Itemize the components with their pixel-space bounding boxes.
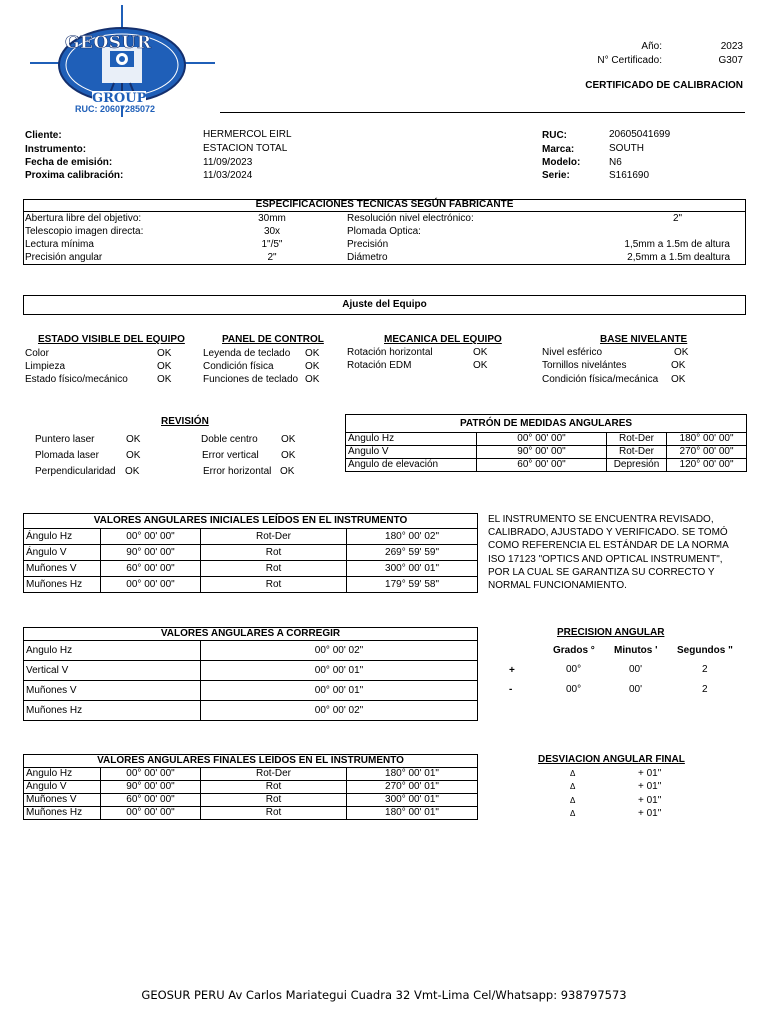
serie-value: S161690 — [609, 170, 650, 181]
marca-label: Marca: — [542, 144, 575, 155]
proxima-label: Proxima calibración: — [25, 170, 124, 181]
precision-header: Minutos ' — [614, 645, 658, 656]
spec-value: 1"/5" — [261, 239, 283, 250]
mecanica-status: OK — [473, 347, 488, 358]
table-cell: Rot — [201, 781, 347, 794]
table-cell: Depresión — [607, 459, 667, 472]
precision-title: PRECISION ANGULAR — [557, 627, 665, 638]
table-cell: Rot-Der — [607, 446, 667, 459]
cliente-label: Cliente: — [25, 130, 62, 141]
table-header-row — [24, 755, 478, 768]
table-row — [24, 529, 478, 545]
table-cell: Rot — [201, 545, 347, 561]
table-cell: Vertical V — [24, 661, 201, 681]
delta-icon: Δ — [570, 769, 576, 778]
table-cell: 00° 00' 00" — [101, 807, 201, 820]
table-cell: Rot — [201, 794, 347, 807]
spec-value: 30mm — [258, 213, 286, 224]
delta-icon: Δ — [570, 782, 576, 791]
proxima-value: 11/03/2024 — [203, 170, 253, 181]
table-cell: 90° 00' 00" — [101, 545, 201, 561]
estado-item: Color — [25, 348, 49, 359]
revision-item: Puntero laser — [35, 434, 95, 445]
table-cell: 270° 00' 01" — [347, 781, 478, 794]
ruc-label: RUC: — [542, 130, 567, 141]
spec-label: Precisión — [347, 239, 389, 250]
table-cell: 00° 00' 02" — [201, 641, 478, 661]
table-cell: 90° 00' 00" — [477, 446, 607, 459]
specs-title: ESPECIFICACIONES TECNICAS SEGÚN FABRICANTE — [255, 199, 514, 210]
revision-item: Error vertical — [202, 450, 259, 461]
table-cell: 00° 00' 01" — [201, 661, 478, 681]
table-cell: 180° 00' 02" — [347, 529, 478, 545]
panel-item: Leyenda de teclado — [203, 348, 291, 359]
revision-status: OK — [281, 434, 296, 445]
precision-cell: 00° — [566, 664, 582, 675]
modelo-label: Modelo: — [542, 157, 581, 168]
revision-item: Perpendicularidad — [35, 466, 116, 477]
revision-item: Plomada laser — [35, 450, 99, 461]
table-cell: Ángulo V — [24, 781, 101, 794]
precision-sign: - — [509, 684, 513, 695]
precision-cell: 00° — [566, 684, 582, 695]
revision-status: OK — [280, 466, 295, 477]
table-header-row — [24, 628, 478, 641]
finales-title: VALORES ANGULARES FINALES LEÍDOS EN EL INSTRUMENTO — [24, 755, 478, 768]
table-cell: Rot-Der — [201, 768, 347, 781]
cert-value: G307 — [718, 55, 743, 66]
precision-cell: 00' — [629, 664, 643, 675]
base-status: OK — [674, 347, 689, 358]
year-label: Año: — [641, 41, 662, 52]
precision-sign: + — [509, 665, 515, 676]
cert-label: N° Certificado: — [597, 55, 662, 66]
table-cell: Rot — [201, 577, 347, 593]
table-cell: Rot-Der — [607, 433, 667, 446]
table-header-row — [346, 415, 747, 433]
table-cell: Ángulo Hz — [24, 529, 101, 545]
table-row — [24, 681, 478, 701]
spec-label: Plomada Optica: — [347, 226, 421, 237]
table-cell: 180° 00' 01" — [347, 768, 478, 781]
panel-status: OK — [305, 361, 320, 372]
table-cell: 90° 00' 00" — [101, 781, 201, 794]
table-cell: 300° 00' 01" — [347, 561, 478, 577]
precision-cell: 00' — [629, 684, 643, 695]
desviacion-title: DESVIACION ANGULAR FINAL — [538, 754, 685, 765]
table-cell: 180° 00' 01" — [347, 807, 478, 820]
base-status: OK — [671, 360, 686, 371]
table-cell: Ángulo V — [346, 446, 477, 459]
table-row — [24, 577, 478, 593]
table-cell: Ángulo V — [24, 545, 101, 561]
table-cell: 269° 59' 59" — [347, 545, 478, 561]
modelo-value: N6 — [609, 157, 622, 168]
estado-status: OK — [157, 374, 172, 385]
table-cell: 300° 00' 01" — [347, 794, 478, 807]
mecanica-status: OK — [473, 360, 488, 371]
estado-status: OK — [157, 361, 172, 372]
revision-status: OK — [126, 434, 141, 445]
table-row — [346, 446, 747, 459]
year-value: 2023 — [720, 41, 743, 52]
ruc-value: 20605041699 — [609, 129, 671, 140]
spec-value: 2,5mm a 1.5m dealtura — [627, 252, 730, 263]
table-row — [24, 701, 478, 721]
table-header-row — [24, 514, 478, 529]
table-row — [24, 781, 478, 794]
table-cell: 00° 00' 00" — [101, 529, 201, 545]
document-title: CERTIFICADO DE CALIBRACION — [585, 80, 743, 91]
logo-group: GROUP — [92, 91, 147, 106]
table-row — [24, 794, 478, 807]
desviacion-value: + 01" — [638, 768, 662, 779]
estado-status: OK — [157, 348, 172, 359]
table-cell: Muñones Hz — [24, 701, 201, 721]
base-item: Tornillos nivelántes — [542, 360, 627, 371]
cliente-value: HERMERCOL EIRL — [203, 129, 292, 140]
revision-status: OK — [125, 466, 140, 477]
estado-item: Limpieza — [25, 361, 66, 372]
precision-cell: 2 — [702, 664, 708, 675]
table-cell: 270° 00' 00" — [667, 446, 747, 459]
desviacion-value: + 01" — [638, 781, 662, 792]
spec-label: Abertura libre del objetivo: — [25, 213, 142, 224]
table-cell: Ángulo Hz — [346, 433, 477, 446]
table-cell: 60° 00' 00" — [101, 561, 201, 577]
delta-icon: Δ — [570, 809, 576, 818]
table-cell: 00° 00' 00" — [477, 433, 607, 446]
serie-label: Serie: — [542, 170, 570, 181]
spec-label: Lectura mínima — [25, 239, 94, 250]
table-row — [24, 641, 478, 661]
base-status: OK — [671, 374, 686, 385]
company-logo — [30, 5, 215, 117]
table-cell: 00° 00' 00" — [101, 577, 201, 593]
table-cell: Rot — [201, 561, 347, 577]
desviacion-value: + 01" — [638, 795, 662, 806]
precision-cell: 2 — [702, 684, 708, 695]
table-row — [24, 545, 478, 561]
table-cell: 00° 00' 00" — [101, 768, 201, 781]
table-cell: Angulo Hz — [24, 641, 201, 661]
finales-table — [23, 754, 478, 820]
table-cell: 120° 00' 00" — [667, 459, 747, 472]
spec-value: 2" — [267, 252, 277, 263]
table-row — [346, 433, 747, 446]
table-cell: 00° 00' 01" — [201, 681, 478, 701]
iniciales-table — [23, 513, 478, 593]
estado-item: Estado físico/mecánico — [25, 374, 128, 385]
specs-title-divider — [23, 211, 746, 212]
instrumento-value: ESTACION TOTAL — [203, 143, 288, 154]
spec-value: 30x — [263, 226, 281, 237]
table-cell: 60° 00' 00" — [477, 459, 607, 472]
header-divider — [220, 112, 745, 113]
patron-title: PATRÓN DE MEDIDAS ANGULARES — [346, 415, 747, 433]
precision-header: Grados ° — [553, 645, 595, 656]
table-cell: Muñones Hz — [24, 807, 101, 820]
table-cell: 180° 00' 00" — [667, 433, 747, 446]
logo-name: GEOSUR — [65, 33, 152, 53]
panel-status: OK — [305, 374, 320, 385]
panel-item: Funciones de teclado — [203, 374, 299, 385]
spec-value: 1,5mm a 1.5m de altura — [624, 239, 730, 250]
corregir-table — [23, 627, 478, 721]
table-cell: Muñones V — [24, 561, 101, 577]
precision-header: Segundos " — [677, 645, 733, 656]
revision-item: Error horizontal — [203, 466, 272, 477]
revision-item: Doble centro — [201, 434, 258, 445]
revision-status: OK — [126, 450, 141, 461]
patron-table — [345, 414, 747, 472]
compliance-statement: EL INSTRUMENTO SE ENCUENTRA REVISADO, CALIBRADO, AJUSTADO Y VERIFICADO. SE TOMÓ COMO REFERENCIA EL ESTÁNDAR DE LA NORMA ISO 17123 "OPTICS AND OPTICAL INSTRUMENT", POR LA CUAL SE GARANTIZA SU CORRECTO Y NORMAL FUNCIONAMIENTO. — [488, 514, 729, 592]
table-cell: Rot-Der — [201, 529, 347, 545]
table-row — [24, 561, 478, 577]
mecanica-title: MECANICA DEL EQUIPO — [384, 334, 502, 345]
panel-title: PANEL DE CONTROL — [222, 334, 324, 345]
table-row — [346, 459, 747, 472]
ajuste-title: Ajuste del Equipo — [342, 299, 427, 310]
table-cell: Ángulo Hz — [24, 768, 101, 781]
emision-label: Fecha de emisión: — [25, 157, 113, 168]
table-cell: 00° 00' 02" — [201, 701, 478, 721]
table-cell: Muñones Hz — [24, 577, 101, 593]
table-cell: Muñones V — [24, 681, 201, 701]
delta-icon: Δ — [570, 796, 576, 805]
base-item: Condición física/mecánica — [542, 374, 659, 385]
mecanica-item: Rotación horizontal — [347, 347, 433, 358]
panel-status: OK — [305, 348, 320, 359]
logo-ruc: RUC: 20607285072 — [75, 104, 156, 114]
instrumento-label: Instrumento: — [25, 144, 87, 155]
panel-item: Condición física — [203, 361, 274, 372]
base-title: BASE NIVELANTE — [600, 334, 688, 345]
table-cell: Ángulo de elevación — [346, 459, 477, 472]
spec-label: Precisión angular — [25, 252, 103, 263]
table-row — [24, 661, 478, 681]
marca-value: SOUTH — [609, 143, 644, 154]
revision-status: OK — [281, 450, 296, 461]
corregir-title: VALORES ANGULARES A CORREGIR — [24, 628, 478, 641]
table-row — [24, 807, 478, 820]
spec-label: Diámetro — [347, 252, 388, 263]
mecanica-item: Rotación EDM — [347, 360, 412, 371]
table-cell: 60° 00' 00" — [101, 794, 201, 807]
spec-value: 2" — [672, 213, 683, 224]
spec-label: Telescopio imagen directa: — [25, 226, 144, 237]
table-cell: 179° 59' 58" — [347, 577, 478, 593]
table-cell: Muñones V — [24, 794, 101, 807]
base-item: Nivel esférico — [542, 347, 603, 358]
emision-value: 11/09/2023 — [203, 157, 253, 168]
table-row — [24, 768, 478, 781]
estado-title: ESTADO VISIBLE DEL EQUIPO — [38, 334, 185, 345]
table-cell: Rot — [201, 807, 347, 820]
iniciales-title: VALORES ANGULARES INICIALES LEÍDOS EN EL INSTRUMENTO — [24, 514, 478, 529]
footer-contact: GEOSUR PERU Av Carlos Mariategui Cuadra 32 Vmt-Lima Cel/Whatsapp: 938797573 — [141, 988, 627, 1002]
desviacion-value: + 01" — [638, 808, 662, 819]
spec-label: Resolución nivel electrónico: — [347, 213, 474, 224]
revision-title: REVISIÓN — [161, 416, 209, 427]
